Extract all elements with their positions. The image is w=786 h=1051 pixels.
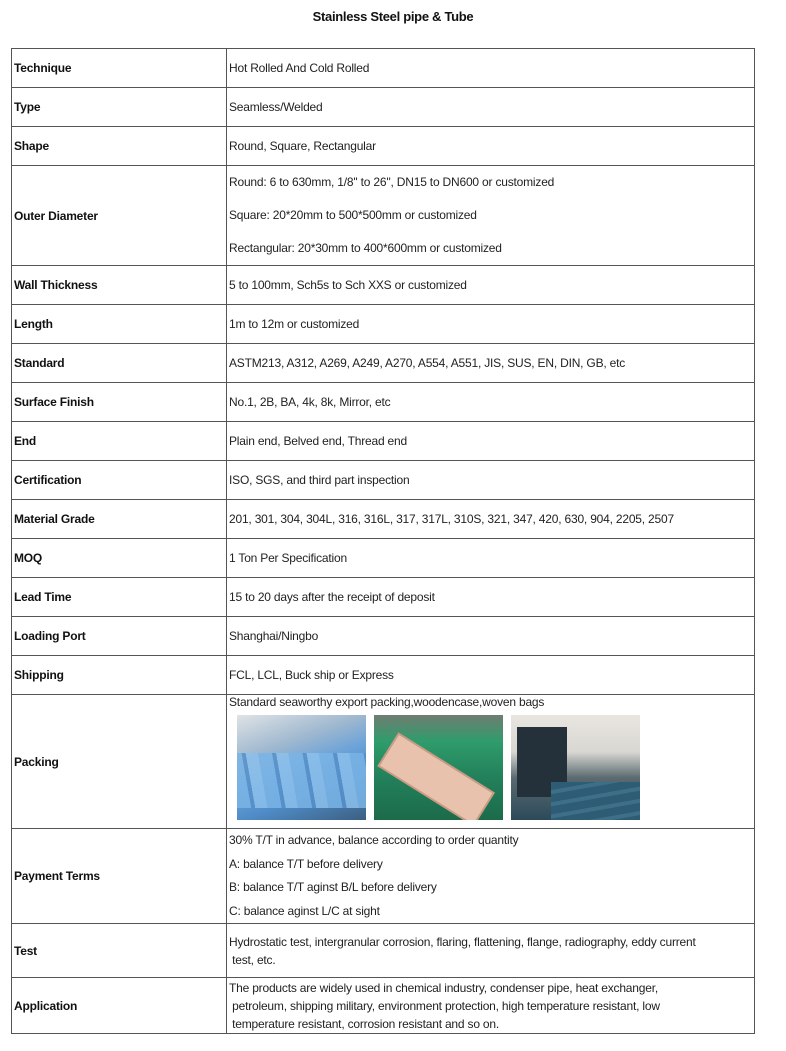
value-line: Round: 6 to 630mm, 1/8'' to 26'', DN15 to DN600 or customized <box>229 175 555 189</box>
table-row-technique <box>12 49 755 88</box>
table-row-type <box>12 88 755 127</box>
row-label: End <box>12 422 227 461</box>
table-row-surface-finish <box>12 383 755 422</box>
row-label: Application <box>12 978 227 1034</box>
row-value: Round, Square, Rectangular <box>227 127 755 166</box>
table-row-end <box>12 422 755 461</box>
row-value: ISO, SGS, and third part inspection <box>227 461 755 500</box>
table-row-moq <box>12 539 755 578</box>
row-label: Surface Finish <box>12 383 227 422</box>
row-label: Standard <box>12 344 227 383</box>
value-line: A: balance T/T before delivery <box>229 856 383 871</box>
table-row-standard <box>12 344 755 383</box>
table-row-application <box>12 978 755 1034</box>
page-title: Stainless Steel pipe & Tube <box>312 9 474 24</box>
table-row-lead-time <box>12 578 755 617</box>
row-label: Outer Diameter <box>12 166 227 266</box>
row-label: Lead Time <box>12 578 227 617</box>
row-value <box>227 695 755 829</box>
row-label: Packing <box>12 695 227 829</box>
table-row-test <box>12 924 755 978</box>
value-line: test, etc. <box>229 952 276 967</box>
blue-wrapped-pipes-photo <box>237 715 366 820</box>
row-label: MOQ <box>12 539 227 578</box>
row-value <box>227 166 755 266</box>
row-value: 1 Ton Per Specification <box>227 539 755 578</box>
value-line: Hydrostatic test, intergranular corrosion, flaring, flattening, flange, radiography, eddy current <box>229 934 696 949</box>
packing-caption: Standard seaworthy export packing,woodencase,woven bags <box>229 695 545 709</box>
row-label: Shape <box>12 127 227 166</box>
value-line: temperature resistant, corrosion resistant and so on. <box>229 1016 500 1031</box>
packing-photos <box>229 711 752 824</box>
spec-table <box>11 48 755 1034</box>
row-label: Loading Port <box>12 617 227 656</box>
row-label: Length <box>12 305 227 344</box>
table-row-length <box>12 305 755 344</box>
row-value: Plain end, Belved end, Thread end <box>227 422 755 461</box>
row-value: Seamless/Welded <box>227 88 755 127</box>
value-line: Square: 20*20mm to 500*500mm or customized <box>229 208 477 222</box>
value-line: 30% T/T in advance, balance according to order quantity <box>229 833 519 847</box>
row-label: Payment Terms <box>12 829 227 924</box>
row-label: Certification <box>12 461 227 500</box>
row-value <box>227 924 755 978</box>
table-row-certification <box>12 461 755 500</box>
row-value: 1m to 12m or customized <box>227 305 755 344</box>
value-line: Rectangular: 20*30mm to 400*600mm or customized <box>229 241 502 255</box>
row-label: Wall Thickness <box>12 266 227 305</box>
table-row-packing <box>12 695 755 829</box>
row-value: No.1, 2B, BA, 4k, 8k, Mirror, etc <box>227 383 755 422</box>
wooden-case-photo <box>374 715 503 820</box>
value-line: B: balance T/T aginst B/L before delivery <box>229 880 437 894</box>
truck-loading-photo <box>511 715 640 820</box>
row-value: 5 to 100mm, Sch5s to Sch XXS or customized <box>227 266 755 305</box>
value-line: The products are widely used in chemical industry, condenser pipe, heat exchanger, <box>229 980 658 995</box>
table-row-material-grade <box>12 500 755 539</box>
value-line: C: balance aginst L/C at sight <box>229 903 380 918</box>
row-label: Shipping <box>12 656 227 695</box>
row-value: Shanghai/Ningbo <box>227 617 755 656</box>
row-value: 201, 301, 304, 304L, 316, 316L, 317, 317L, 310S, 321, 347, 420, 630, 904, 2205, 2507 <box>227 500 755 539</box>
row-value: 15 to 20 days after the receipt of deposit <box>227 578 755 617</box>
row-label: Type <box>12 88 227 127</box>
row-value <box>227 829 755 924</box>
row-value: FCL, LCL, Buck ship or Express <box>227 656 755 695</box>
row-value: Hot Rolled And Cold Rolled <box>227 49 755 88</box>
value-line: petroleum, shipping military, environment protection, high temperature resistant, low <box>229 998 660 1013</box>
table-row-payment-terms <box>12 829 755 924</box>
row-value <box>227 978 755 1034</box>
row-label: Technique <box>12 49 227 88</box>
table-row-wall-thickness <box>12 266 755 305</box>
row-value: ASTM213, A312, A269, A249, A270, A554, A551, JIS, SUS, EN, DIN, GB, etc <box>227 344 755 383</box>
row-label: Test <box>12 924 227 978</box>
row-label: Material Grade <box>12 500 227 539</box>
table-row-loading-port <box>12 617 755 656</box>
table-row-shipping <box>12 656 755 695</box>
table-row-shape <box>12 127 755 166</box>
table-row-outer-diameter <box>12 166 755 266</box>
